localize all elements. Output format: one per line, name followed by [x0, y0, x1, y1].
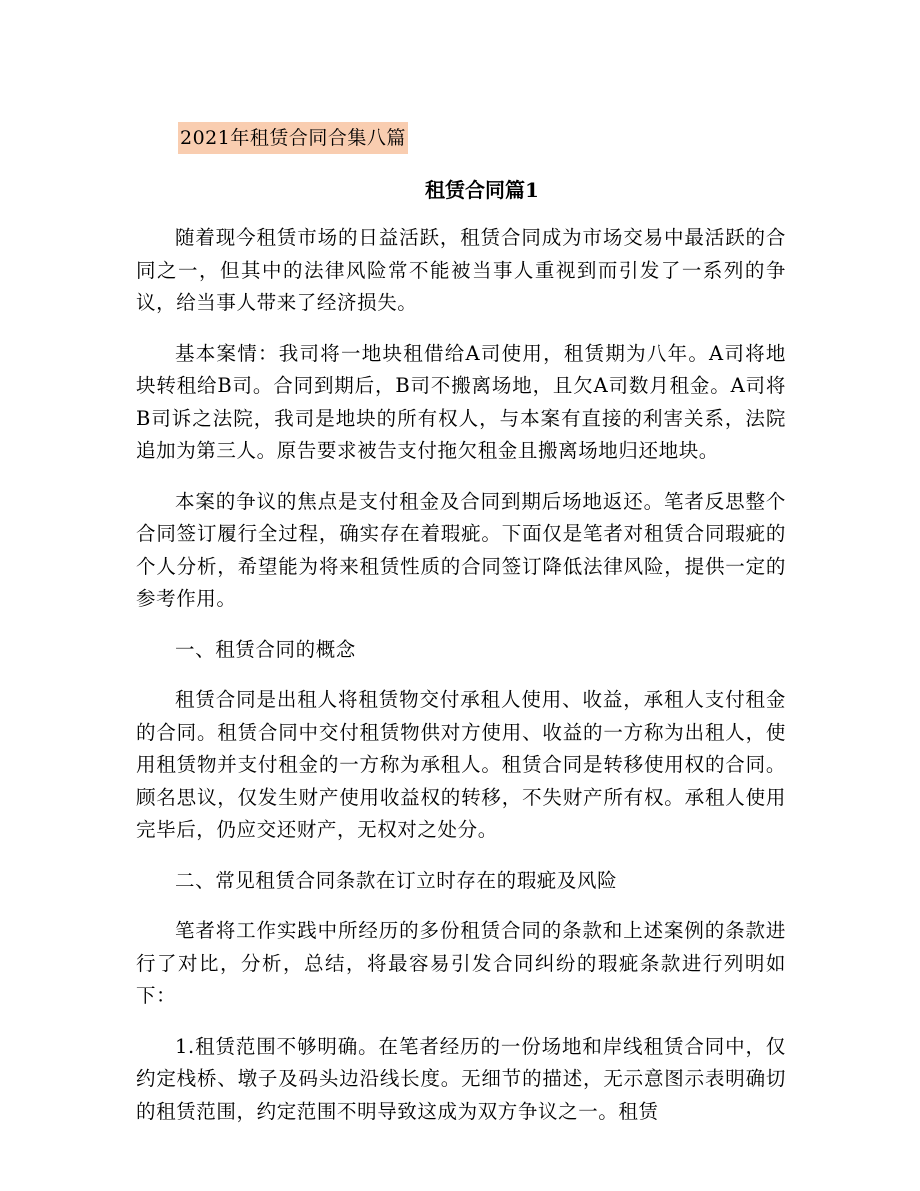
paragraph-defects-intro: 笔者将工作实践中所经历的多份租赁合同的条款和上述案例的条款进行了对比，分析，总结，将最容易引发合同纠纷的瑕疵条款进行列明如下：: [136, 919, 786, 1007]
paragraph-item-1: 1.租赁范围不够明确。在笔者经历的一份场地和岸线租赁合同中，仅约定栈桥、墩子及码头边沿线长度。无细节的描述，无示意图示表明确切的租赁范围，约定范围不明导致这成为双方争议之一。租赁: [136, 1034, 786, 1123]
paragraph-concept: 租赁合同是出租人将租赁物交付承租人使用、收益，承租人支付租金的合同。租赁合同中交付租赁物供对方使用、收益的一方称为出租人，使用租赁物并支付租金的一方称为承租人。租赁合同是转移使用权的合同。顾名思议，仅发生财产使用收益权的转移，不失财产所有权。承租人使用完毕后，仍应交还财产，无权对之处分。: [136, 688, 786, 841]
paragraph-dispute-focus: 本案的争议的焦点是支付租金及合同到期后场地返还。笔者反思整个合同签订履行全过程，确实存在着瑕疵。下面仅是笔者对租赁合同瑕疵的个人分析，希望能为将来租赁性质的合同签订降低法律风险，提供一定的参考作用。: [136, 489, 786, 610]
document-title-wrap: [178, 122, 408, 154]
subheading-defects: 二、常见租赁合同条款在订立时存在的瑕疵及风险: [175, 868, 618, 892]
paragraph-intro: 随着现今租赁市场的日益活跃，租赁合同成为市场交易中最活跃的合同之一，但其中的法律风险常不能被当事人重视到而引发了一系列的争议，给当事人带来了经济损失。: [136, 226, 786, 314]
section-heading: 租赁合同篇1: [425, 178, 539, 202]
subheading-concept: 一、租赁合同的概念: [175, 637, 356, 661]
body-text: [136, 222, 786, 1146]
document-title: 2021年租赁合同合集八篇: [178, 122, 408, 154]
paragraph-case-facts: 基本案情：我司将一地块租借给A司使用，租赁期为八年。A司将地块转租给B司。合同到期后，B司不搬离场地，且欠A司数月租金。A司将B司诉之法院，我司是地块的所有权人，与本案有直接的利害关系，法院追加为第三人。原告要求被告支付拖欠租金且搬离场地归还地块。: [136, 341, 786, 462]
